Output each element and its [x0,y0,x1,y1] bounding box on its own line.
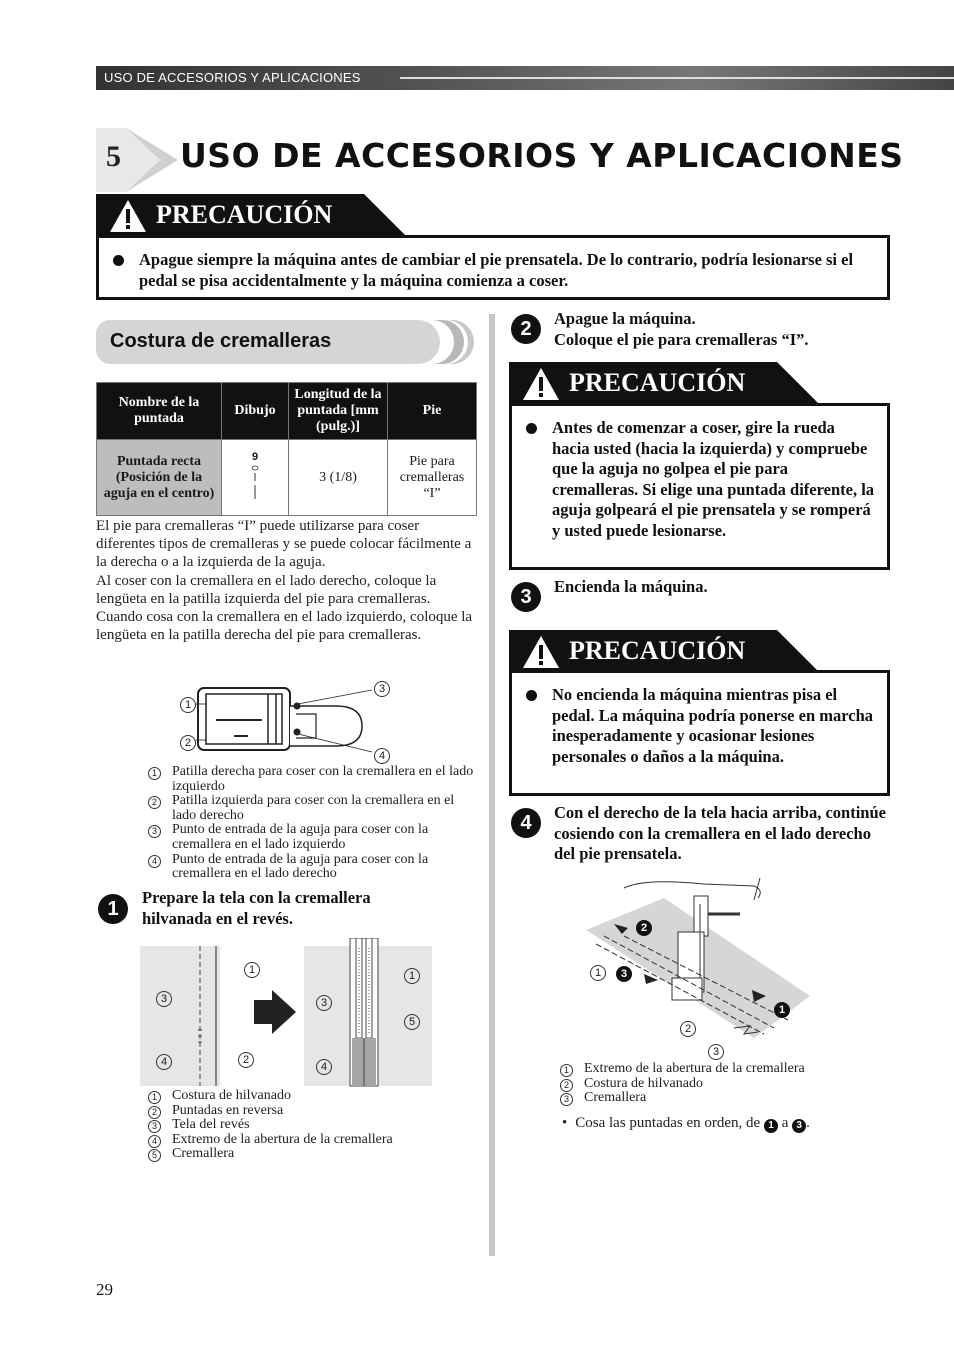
legend-item: 2 Patilla izquierda para coser con la cremallera en el lado derecho [146,794,476,823]
callout-3: 3 [374,679,390,697]
step4-callout: 3 [708,1042,724,1060]
warning-triangle-icon [521,366,561,402]
legend-item: 4 Punto de entrada de la aguja para coser con la cremallera en el lado derecho [146,853,476,882]
header-section-label: USO DE ACCESORIOS Y APLICACIONES [104,70,361,85]
step4-note: • Cosa las puntadas en orden, de 1 a 3 . [562,1115,810,1131]
step1-callout: 1 [244,960,260,978]
step1-callout: 3 [316,993,332,1011]
callout-2: 2 [180,733,196,751]
step1-callout: 5 [404,1012,420,1030]
callout-1: 1 [180,695,196,713]
caution-label: PRECAUCIÓN [569,368,746,397]
caution-box-bottom [509,670,890,796]
step-2-text: Apague la máquina. Coloque el pie para cremalleras “I”. [554,309,809,349]
step-2-number: 2 [511,314,541,344]
caution-tab-bottom [509,630,819,672]
legend-item: 1 Extremo de la abertura de la cremallera [558,1062,888,1077]
chapter-title: USO DE ACCESORIOS Y APLICACIONES [180,136,904,175]
column-divider [489,314,495,1256]
step-4-number: 4 [511,808,541,838]
bullet [526,690,537,701]
zipper-foot-diagram [176,676,396,766]
step1-callout: 4 [316,1057,332,1075]
step4-callout-filled: 1 [774,1000,790,1018]
section-title: Costura de cremalleras [110,330,332,352]
caution-text: Antes de comenzar a coser, gire la rueda hacia usted (hacia la izquierda) y compruebe que la aguja no golpea el pie para cremalleras. Si elige una puntada diferente, la aguja golpeará el pie prensatela y se romperá y usted puede lesionarse. [526,418,875,541]
step-3-number: 3 [511,582,541,612]
fabric-zipper-diagram [140,938,432,1088]
table-header: Longitud de la puntada [mm (pulg.)] [289,383,388,440]
caution-label: PRECAUCIÓN [569,636,746,665]
table-cell-name: Puntada recta (Posición de la aguja en el centro) [97,440,222,516]
step-3-text: Encienda la máquina. [554,577,708,596]
table-cell-length: 3 (1/8) [289,440,388,516]
step1-callout: 3 [156,990,172,1007]
legend-item: 5 Cremallera [146,1147,476,1162]
legend-item: 2 Puntadas en reversa [146,1104,476,1119]
step-4-text: Con el derecho de la tela hacia arriba, continúe cosiendo con la cremallera en el lado derecho del pie prensatela. [554,803,886,863]
bullet [113,255,124,266]
step4-callout-filled: 3 [616,964,632,982]
header-rule [400,77,954,79]
table-header: Dibujo [222,383,289,440]
legend-item: 3 Tela del revés [146,1118,476,1133]
warning-triangle-icon [521,634,561,670]
step-1-number: 1 [98,894,128,924]
caution-tab-top [96,194,406,236]
caution-box-mid [509,403,890,570]
intro-paragraph: El pie para cremalleras “I” puede utilizarse para coser diferentes tipos de cremalleras y se puede colocar fácilmente a la derecha o a la izquierda de la aguja. Al coser con la cremallera en el lado derecho, coloque la lengüeta en la patilla izquierda del pie para cremalleras. Cuando cosa con la cremallera en el lado izquierdo, coloque la lengüeta en la patilla derecha del pie para cremalleras. [96,518,473,644]
step1-callout: 1 [404,966,420,984]
legend-item: 3 Cremallera [558,1091,888,1106]
legend-item: 3 Punto de entrada de la aguja para coser con la cremallera en el lado izquierdo [146,823,476,852]
step4-callout-filled: 2 [636,918,652,936]
foot-legend [146,765,476,882]
step-1-text: Prepare la tela con la cremallera hilvanada en el revés. [142,888,371,928]
step4-callout: 1 [590,963,606,981]
legend-item: 1 Costura de hilvanado [146,1089,476,1104]
warning-triangle-icon [108,198,148,234]
stitch-number: 9 [251,451,259,463]
step1-callout: 4 [156,1052,172,1070]
step1-callout: 2 [238,1050,254,1068]
page-number: 29 [96,1280,113,1299]
caution-text: No encienda la máquina mientras pisa el pedal. La máquina podría ponerse en marcha inesperadamente y ocasionar lesiones personales o daños a la máquina. [526,685,875,767]
callout-4: 4 [374,746,390,764]
caution-text: Apague siempre la máquina antes de cambiar el pie prensatela. De lo contrario, podría lesionarse si el pedal se pisa accidentalmente y la máquina comienza a coser. [113,250,873,291]
chapter-number: 5 [106,140,121,173]
straight-stitch-icon [250,465,260,501]
legend-item: 2 Costura de hilvanado [558,1077,888,1092]
caution-box-top [96,235,890,300]
legend-item: 1 Patilla derecha para coser con la cremallera en el lado izquierdo [146,765,476,794]
bullet [526,423,537,434]
caution-tab-mid [509,362,819,404]
step4-callout: 2 [680,1019,696,1037]
table-cell-drawing [222,440,289,516]
step4-legend [558,1062,888,1106]
legend-item: 4 Extremo de la abertura de la cremallera [146,1133,476,1148]
stitch-table [96,382,477,516]
step1-legend [146,1089,476,1162]
caution-label: PRECAUCIÓN [156,200,333,229]
table-cell-foot: Pie para cremalleras “I” [388,440,477,516]
table-header: Nombre de la puntada [97,383,222,440]
table-header: Pie [388,383,477,440]
